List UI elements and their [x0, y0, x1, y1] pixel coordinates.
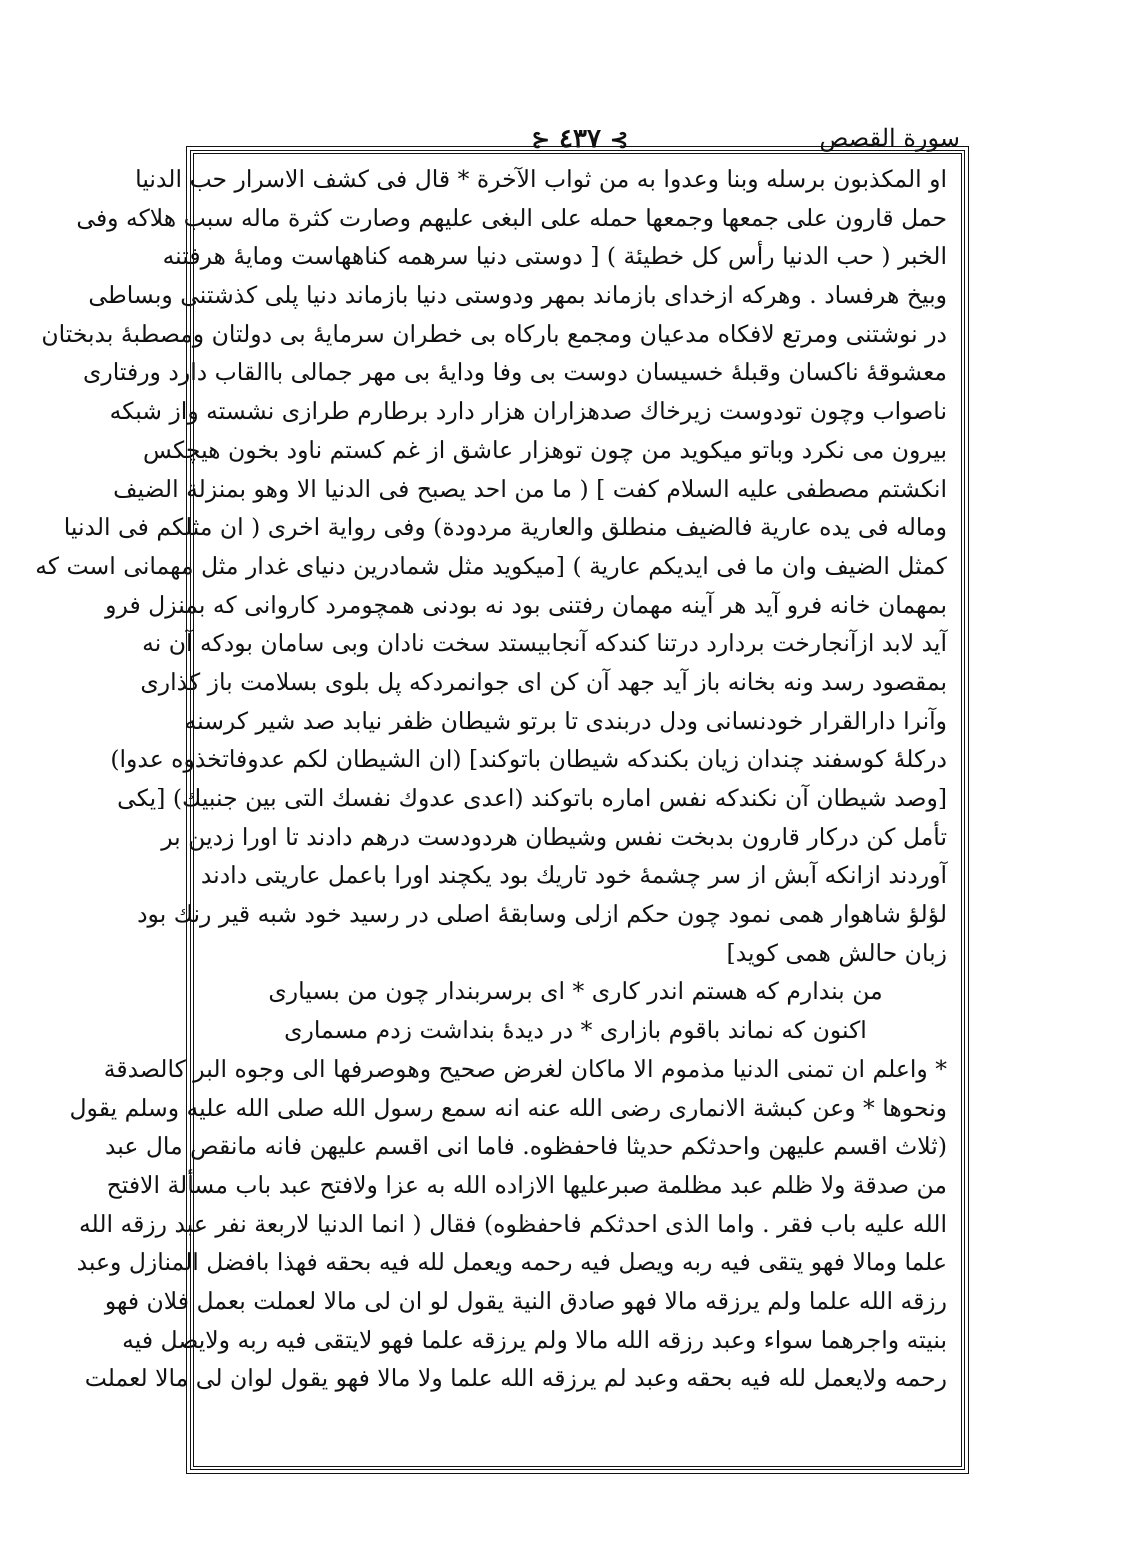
text-line: الخبر ( حب الدنيا رأس كل خطيئة ) [ دوستى دنيا سرهمه كناههاست ومايهٔ هرفتنه [162, 242, 947, 271]
text-line: ونحوها * وعن كبشة الانمارى رضى الله عنه انه سمع رسول الله صلى الله عليه وسلم يقول [69, 1093, 947, 1122]
text-line: (ثلاث اقسم عليهن واحدثكم حديثا فاحفظوه. فاما انى اقسم عليهن فانه مانقص مال عبد [104, 1132, 947, 1161]
text-line: بمقصود رسد ونه بخانه باز آيد جهد آن كن اى جوانمردكه پل بلوى بسلامت باز كذارى [140, 667, 947, 696]
surah-title: سورة القصص [819, 124, 960, 152]
page-text-block [35, 160, 947, 1460]
text-line: تأمل كن دركار قارون بدبخت نفس وشيطان هردودست درهم دادند تا اورا زدين بر [161, 822, 947, 851]
text-line: من صدقة ولا ظلم عبد مظلمة صبرعليها الازاده الله به عزا ولافتح عبد باب مسألة الافتح [106, 1170, 947, 1199]
text-line: او المكذبون برسله وبنا وعدوا به من ثواب الآخرة * قال فى كشف الاسرار حب الدنيا [135, 165, 947, 193]
text-line: آوردند ازانكه آبش از سر چشمهٔ خود تاريك بود يكچند اورا باعمل عاريتى دادند [200, 861, 947, 890]
poem-verse: اكنون كه نماند باقوم بازارى * در ديدهٔ بنداشت زدم مسمارى [284, 1016, 867, 1045]
text-line: الله عليه باب فقر . واما الذى احدثكم فاحفظوه) فقال ( انما الدنيا لاربعة نفر عبد رزقه الله [78, 1209, 947, 1238]
text-line: رزقه الله علما ولم يرزقه مالا فهو صادق النية يقول لو ان لى مالا لعملت بعمل فلان فهو [104, 1286, 947, 1315]
text-line: كمثل الضيف وان ما فى ايديكم عارية ) [ميكويد مثل شمادرين دنياى غدار مثل مهمانى است كه [35, 551, 947, 580]
ornament-right-icon: ⊰ [610, 127, 629, 153]
text-line: بنيته واجرهما سواء وعبد رزقه الله مالا ولم يرزقه علما فهو لايتقى فيه ربه ولايصل فيه [122, 1325, 947, 1354]
text-line: ناصواب وچون تودوست زيرخاك صدهزاران هزار دارد برطارم طرازى نشسته واز شبكه [109, 397, 947, 426]
text-line: آيد لابد ازآنجارخت بردارد درتنا كندكه آنجابيستد سخت نادان وبى سامان بودكه آن نه [142, 629, 947, 658]
text-line: در نوشتنى ومرتع لافكاه مدعيان ومجمع باركاه بى خطران سرمايهٔ بى دولتان ومصطبهٔ بدبختان [41, 319, 947, 348]
text-line: بيرون مى نكرد وباتو ميكويد من چون توهزار عاشق از غم كستم ناود بخون هيچكس [142, 435, 947, 464]
text-line: بمهمان خانه فرو آيد هر آينه مهمان رفتنى بود نه بودنى همچومرد كاروانى كه بمنزل فرو [105, 590, 947, 619]
text-line: انكشتم مصطفى عليه السلام كفت ] ( ما من احد يصبح فى الدنيا الا وهو بمنزلة الضيف [113, 474, 947, 503]
text-line: [وصد شيطان آن نكندكه نفس اماره باتوكند (اعدى عدوك نفسك التى بين جنبيك) [يكى [117, 784, 947, 812]
text-line: * واعلم ان تمنى الدنيا مذموم الا ماكان لغرض صحيح وهوصرفها الى وجوه البر كالصدقة [103, 1054, 947, 1083]
text-line: لؤلؤ شاهوار همى نمود چون حكم ازلى وسابقهٔ اصلى در رسيد خود شبه قير رنك بود [137, 900, 947, 929]
text-line: معشوقهٔ ناكسان وقبلهٔ خسيسان دوست بى وفا ودايهٔ بى مهر جمالى باالقاب دارد ورفتارى [82, 358, 947, 387]
text-line: زبان حالش همى كويد] [726, 938, 947, 967]
poem-verse: من بندارم كه هستم اندر كارى * اى برسربندار چون من بسيارى [268, 977, 883, 1006]
ornament-left-icon: ⊱ [531, 127, 550, 153]
text-line: دركلهٔ كوسفند چندان زيان بكندكه شيطان باتوكند] (ان الشيطان لكم عدوفاتخذوه عدوا) [110, 745, 947, 774]
text-line: علما ومالا فهو يتقى فيه ربه ويصل فيه رحمه ويعمل لله فيه بحقه فهذا بافضل المنازل وعبد [76, 1248, 947, 1277]
page-number-text: ٤٣٧ [559, 124, 601, 154]
text-line: حمل قارون على جمعها وجمعها حمله على البغى عليهم وصارت كثرة ماله سبب هلاكه وفى [76, 203, 947, 232]
text-line: وبيخ هرفساد . وهركه ازخداى بازماند بمهر ودوستى دنيا بازماند دنيا پلى كذشتنى وبساطى [88, 281, 947, 310]
text-line: وماله فى يده عارية فالضيف منطلق والعارية مردودة) وفى رواية اخرى ( ان مثلكم فى الدنيا [63, 513, 947, 542]
text-line: رحمه ولايعمل لله فيه بحقه وعبد لم يرزقه الله علما ولا مالا فهو يقول لوان لى مالا لعملت [84, 1364, 947, 1393]
text-line: وآنرا دارالقرار خودنسانى ودل دربندى تا برتو شيطان ظفر نيابد صد شير كرسنه [184, 706, 947, 735]
